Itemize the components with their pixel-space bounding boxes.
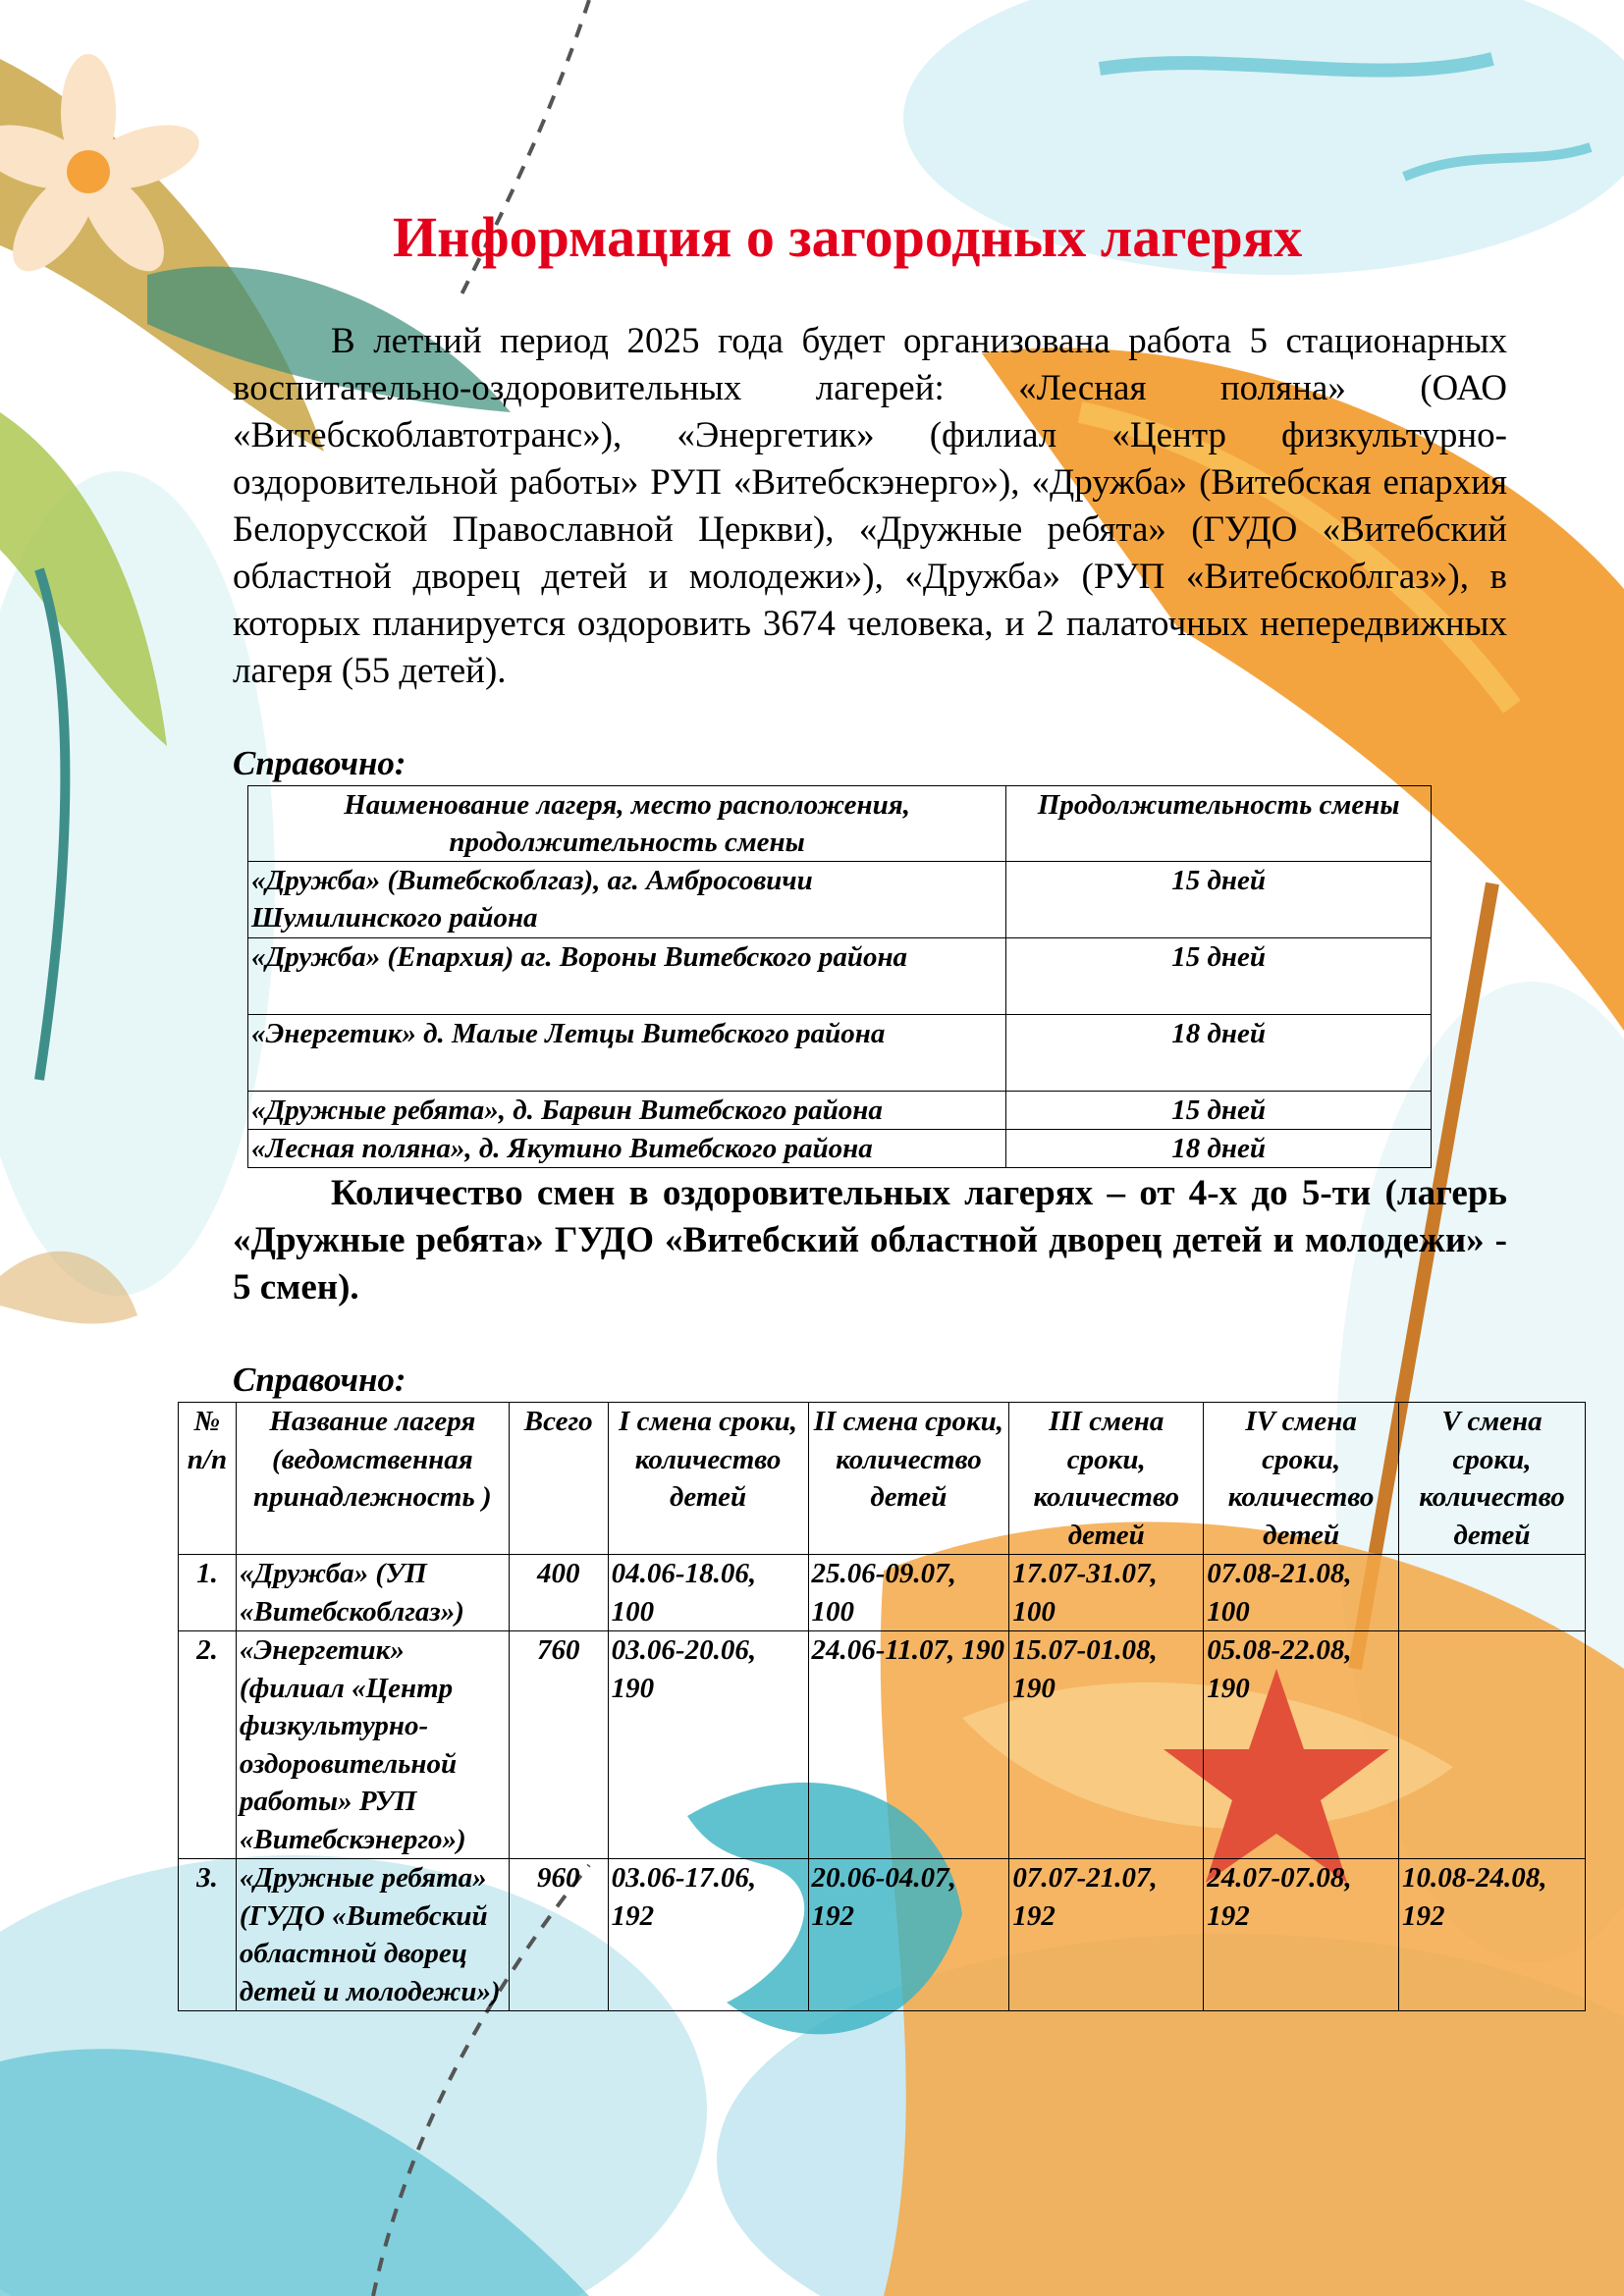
shift-cell: 17.07-31.07, 100 — [1009, 1555, 1204, 1631]
table-header-cell: I смена сроки, количество детей — [608, 1403, 808, 1555]
shift-cell: 03.06-20.06, 190 — [608, 1631, 808, 1859]
camp-name-cell: «Дружба» (Витебскоблгаз), аг. Амбросовичи Шумилинского района — [248, 862, 1006, 938]
camp-name-cell: «Дружба» (УП «Витебскоблгаз») — [236, 1555, 509, 1631]
table-header-cell: Название лагеря (ведомственная принадлежность ) — [236, 1403, 509, 1555]
reference-label: Справочно: — [233, 1361, 406, 1399]
shift-cell — [1399, 1631, 1586, 1859]
table-header-row — [179, 1403, 1586, 1555]
total-cell: 400 — [509, 1555, 608, 1631]
camps-table — [247, 785, 1432, 1168]
shift-cell: 07.07-21.07, 192 — [1009, 1859, 1204, 2011]
intro-paragraph: В летний период 2025 года будет организована работа 5 стационарных воспитательно-оздоровительных лагерей: «Лесная поляна» (ОАО «Витебскоблавтотранс»), «Энергетик» (филиал «Центр физкультурно-оздоровительной работы» РУП «Витебскэнерго»), «Дружба» (Витебская епархия Белорусской Православной Церкви), «Дружные ребята» (ГУДО «Витебский областной дворец детей и молодежи»), «Дружба» (РУП «Витебскоблгаз»), в которых планируется оздоровить 3674 человека, и 2 палаточных непередвижных лагеря (55 детей). — [233, 321, 1507, 691]
shift-cell: 04.06-18.06, 100 — [608, 1555, 808, 1631]
total-cell: 760 — [509, 1631, 608, 1859]
row-number-cell: 2. — [179, 1631, 237, 1859]
table-header-cell: Наименование лагеря, место расположения, продолжительность смены — [248, 786, 1006, 862]
table-row — [248, 862, 1432, 938]
table-row — [179, 1555, 1586, 1631]
table-header-cell: II смена сроки, количество детей — [808, 1403, 1009, 1555]
camp-name-cell: «Дружные ребята» (ГУДО «Витебский областной дворец детей и молодежи») — [236, 1859, 509, 2011]
shift-cell: 05.08-22.08, 190 — [1204, 1631, 1399, 1859]
reference-label: Справочно: — [233, 744, 406, 782]
duration-cell: 18 дней — [1006, 1015, 1432, 1092]
table-header-cell: IV смена сроки, количество детей — [1204, 1403, 1399, 1555]
shift-cell: 07.08-21.08, 100 — [1204, 1555, 1399, 1631]
shift-cell: 24.07-07.08, 192 — [1204, 1859, 1399, 2011]
table-row — [248, 1015, 1432, 1092]
table-row — [248, 1092, 1432, 1130]
duration-cell: 15 дней — [1006, 1092, 1432, 1130]
table-header-cell: V смена сроки, количество детей — [1399, 1403, 1586, 1555]
table-row — [248, 1130, 1432, 1168]
table-header-cell: III смена сроки, количество детей — [1009, 1403, 1204, 1555]
camp-name-cell: «Лесная поляна», д. Якутино Витебского района — [248, 1130, 1006, 1168]
table-row — [179, 1859, 1586, 2011]
camp-name-cell: «Энергетик» д. Малые Летцы Витебского района — [248, 1015, 1006, 1092]
camp-name-cell: «Дружные ребята», д. Барвин Витебского района — [248, 1092, 1006, 1130]
shift-cell: 10.08-24.08, 192 — [1399, 1859, 1586, 2011]
shift-cell: 20.06-04.07, 192 — [808, 1859, 1009, 2011]
row-number-cell: 1. — [179, 1555, 237, 1631]
total-cell: 960 — [509, 1859, 608, 2011]
shifts-paragraph: Количество смен в оздоровительных лагерях – от 4-х до 5-ти (лагерь «Дружные ребята» ГУДО «Витебский областной дворец детей и молодежи» - 5 смен). — [233, 1173, 1507, 1308]
shifts-table — [178, 1402, 1586, 2011]
row-number-cell: 3. — [179, 1859, 237, 2011]
duration-cell: 18 дней — [1006, 1130, 1432, 1168]
page-title: Информация о загородных лагерях — [393, 205, 1303, 269]
camp-name-cell: «Энергетик» (филиал «Центр физкультурно-оздоровительной работы» РУП «Витебскэнерго») — [236, 1631, 509, 1859]
table-row — [179, 1631, 1586, 1859]
table-header-cell: Продолжительность смены — [1006, 786, 1432, 862]
shift-cell: 24.06-11.07, 190 — [808, 1631, 1009, 1859]
shift-cell: 15.07-01.08, 190 — [1009, 1631, 1204, 1859]
table-header-cell: Всего — [509, 1403, 608, 1555]
table-header-row — [248, 786, 1432, 862]
camp-name-cell: «Дружба» (Епархия) аг. Вороны Витебского района — [248, 938, 1006, 1015]
shift-cell — [1399, 1555, 1586, 1631]
shift-cell: 03.06-17.06, 192 — [608, 1859, 808, 2011]
duration-cell: 15 дней — [1006, 938, 1432, 1015]
duration-cell: 15 дней — [1006, 862, 1432, 938]
table-header-cell: № п/п — [179, 1403, 237, 1555]
shift-cell: 25.06-09.07, 100 — [808, 1555, 1009, 1631]
table-row — [248, 938, 1432, 1015]
